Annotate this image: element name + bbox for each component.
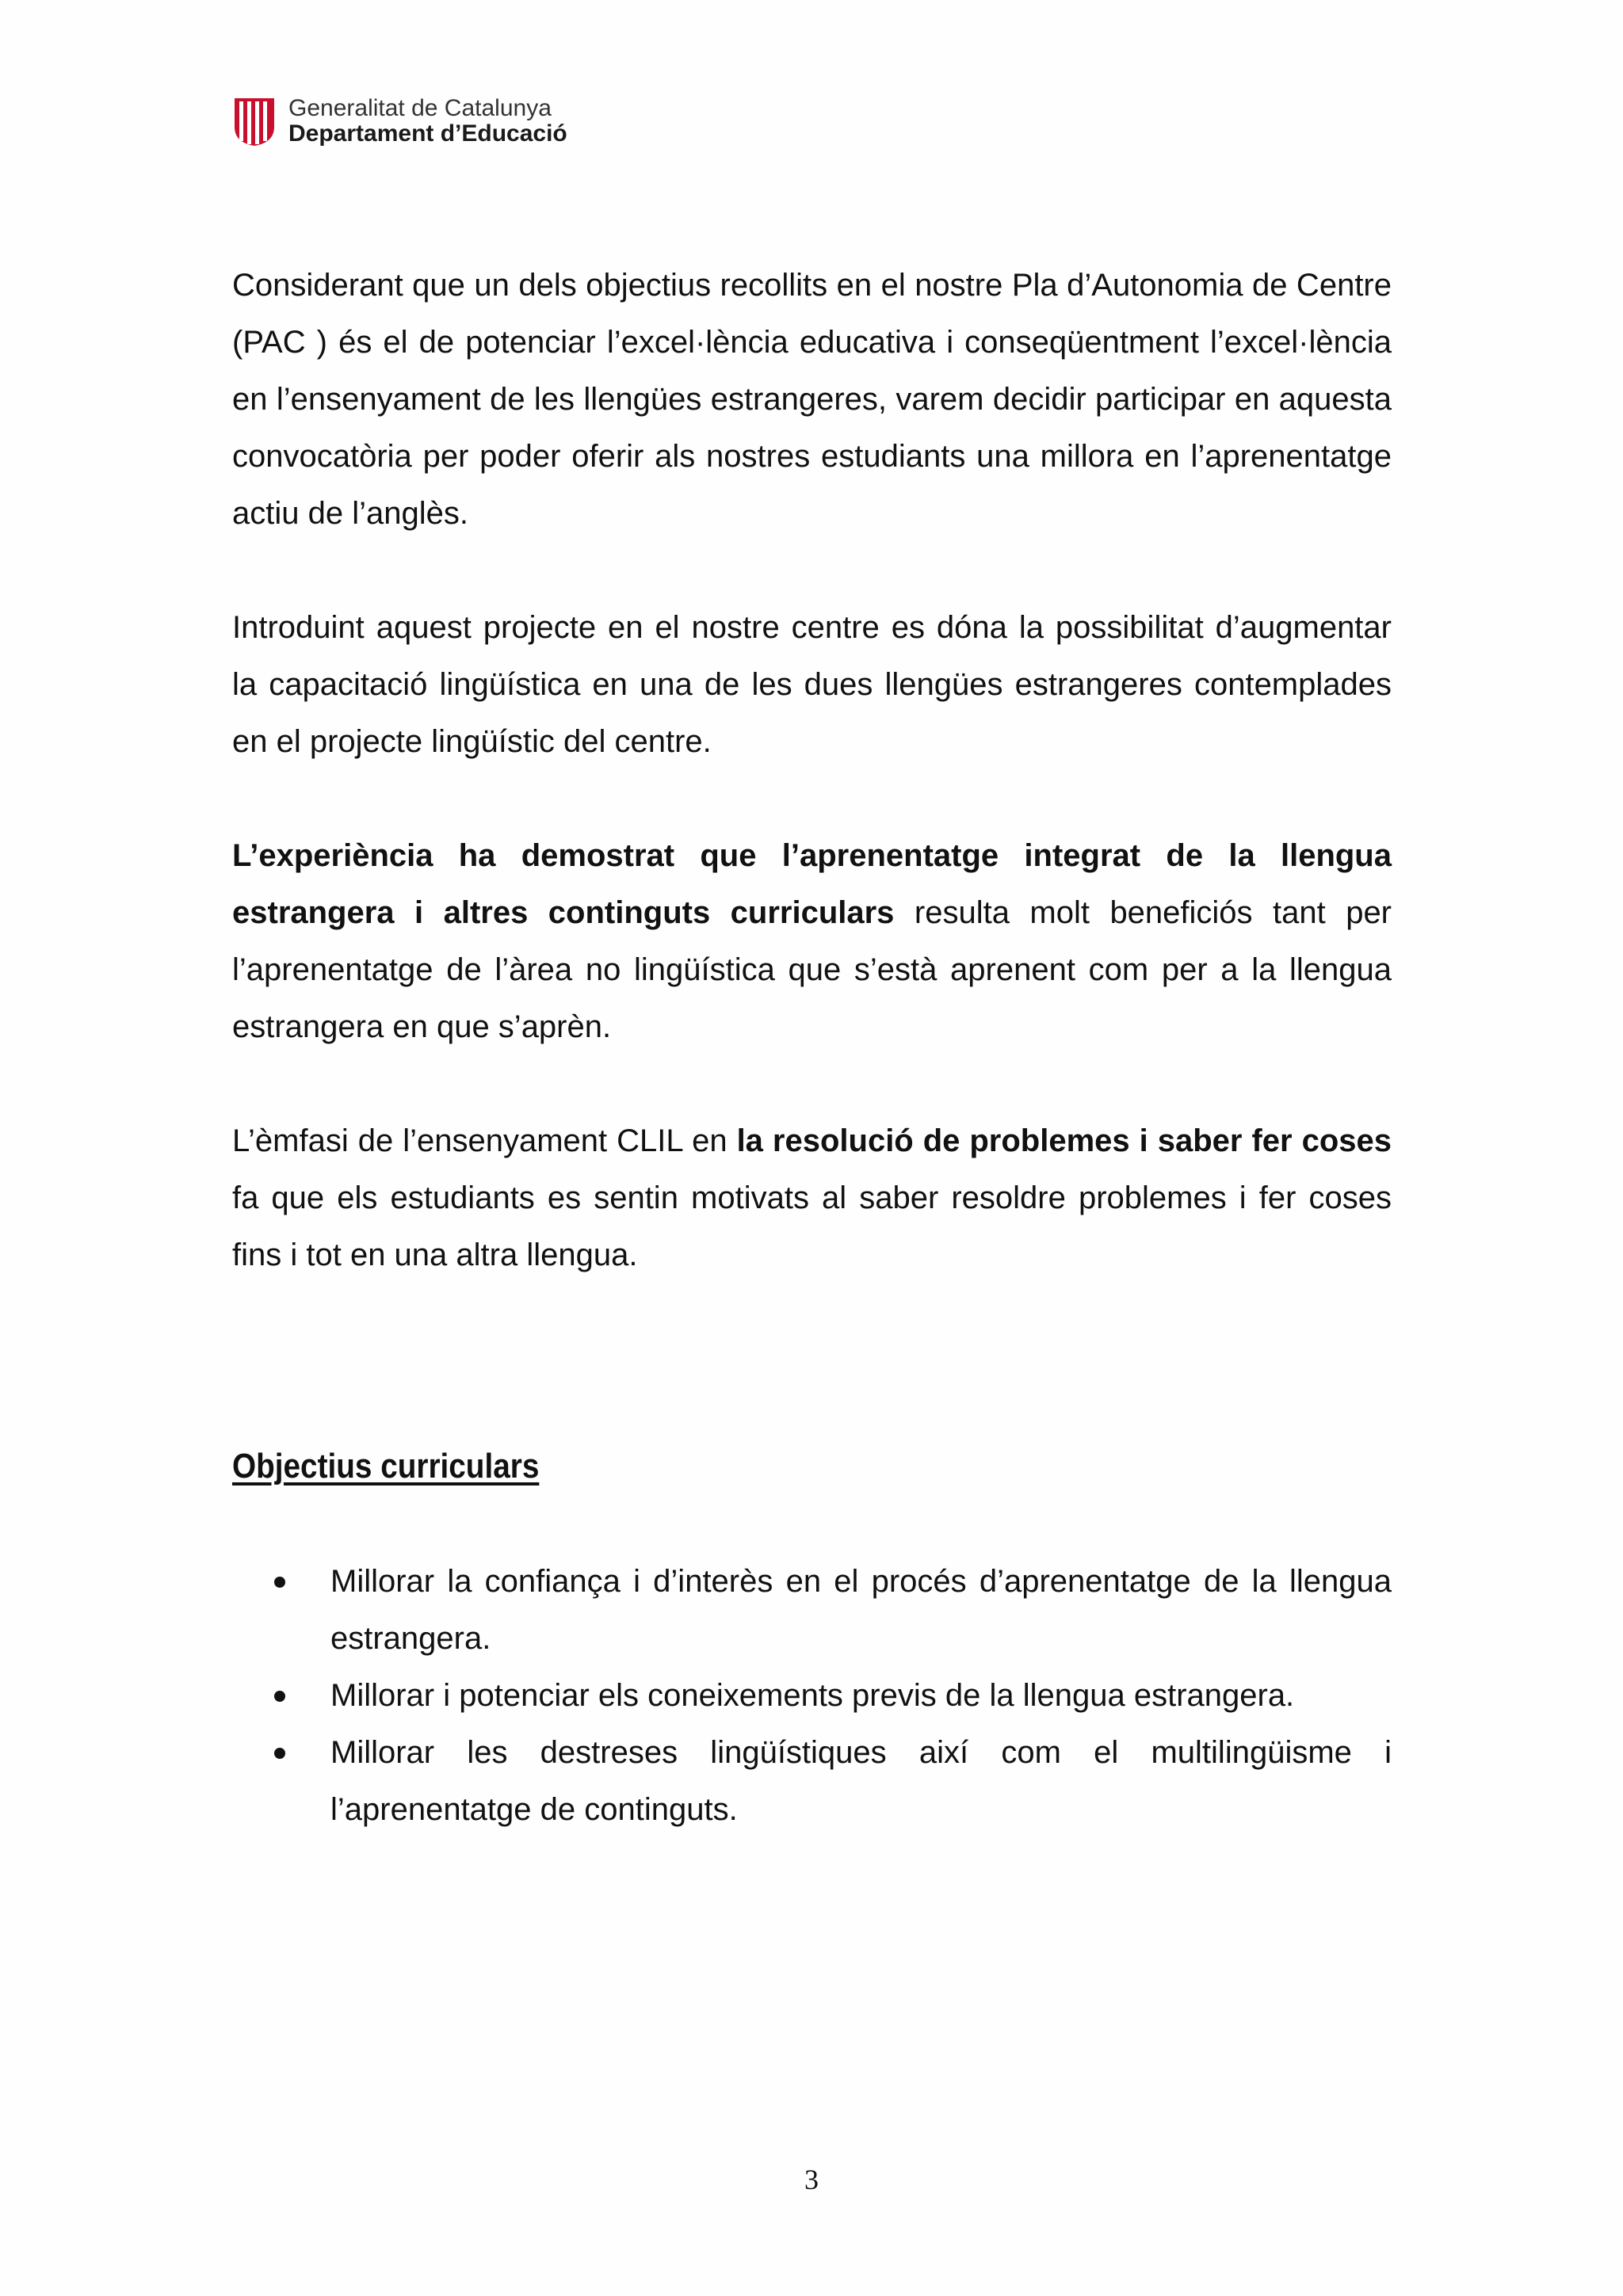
list-item xyxy=(269,1553,1392,1667)
objectives-list xyxy=(269,1553,1392,1838)
list-item-text: Millorar la confiança i d’interès en el procés d’aprenentatge de la llengua estrangera. xyxy=(330,1564,1392,1656)
paragraph-3-emphasis: L’experiència ha demostrat que l’aprenentatge integrat de la llengua estrangera i altres continguts curriculars xyxy=(232,838,1392,930)
paragraph-1: Considerant que un dels objectius recollits en el nostre Pla d’Autonomia de Centre (PAC ) és el de potenciar l’excel·lència educativa i conseqüentment l’excel·lència en l’ensenyament de les llengües estrangeres, varem decidir participar en aquesta convocatòria per poder oferir als nostres estudiants una millora en l’aprenentatge actiu de l’anglès. xyxy=(232,268,1392,531)
bullet-icon xyxy=(274,1577,285,1588)
org-name: Generalitat de Catalunya xyxy=(288,95,552,121)
list-item xyxy=(269,1724,1392,1838)
header-text xyxy=(288,96,567,147)
paragraph-3-text: resulta molt beneficiós tant per l’aprenentatge de l’àrea no lingüística que s’està aprenent com per a la llengua estrangera en que s’aprèn. xyxy=(232,895,1392,1044)
page-number: 3 xyxy=(804,2164,819,2195)
paragraph-4-text: fa que els estudiants es sentin motivats al saber resoldre problemes i fer coses fins i tot en una altra llengua. xyxy=(232,1180,1392,1272)
bullet-icon xyxy=(274,1691,285,1702)
list-item xyxy=(269,1667,1392,1724)
paragraph-4 xyxy=(232,1112,1392,1283)
list-item-text: Millorar les destreses lingüístiques així com el multilingüisme i l’aprenentatge de continguts. xyxy=(330,1735,1392,1827)
senyera-logo-icon xyxy=(231,95,277,147)
section-title-objectives: Objectius curriculars xyxy=(232,1447,540,1486)
paragraph-4-emphasis: la resolució de problemes i saber fer coses xyxy=(736,1123,1392,1158)
page-header xyxy=(231,95,567,147)
paragraph-2: Introduint aquest projecte en el nostre centre es dóna la possibilitat d’augmentar la capacitació lingüística en una de les dues llengües estrangeres contemplades en el projecte lingüístic del centre. xyxy=(232,610,1392,759)
department-name: Departament d’Educació xyxy=(288,120,567,147)
paragraph-4-start: L’èmfasi de l’ensenyament CLIL en xyxy=(232,1123,737,1158)
list-item-text: Millorar i potenciar els coneixements previs de la llengua estrangera. xyxy=(330,1678,1295,1713)
paragraph-3 xyxy=(232,827,1392,1055)
bullet-icon xyxy=(274,1748,285,1759)
body-content xyxy=(232,257,1392,1283)
